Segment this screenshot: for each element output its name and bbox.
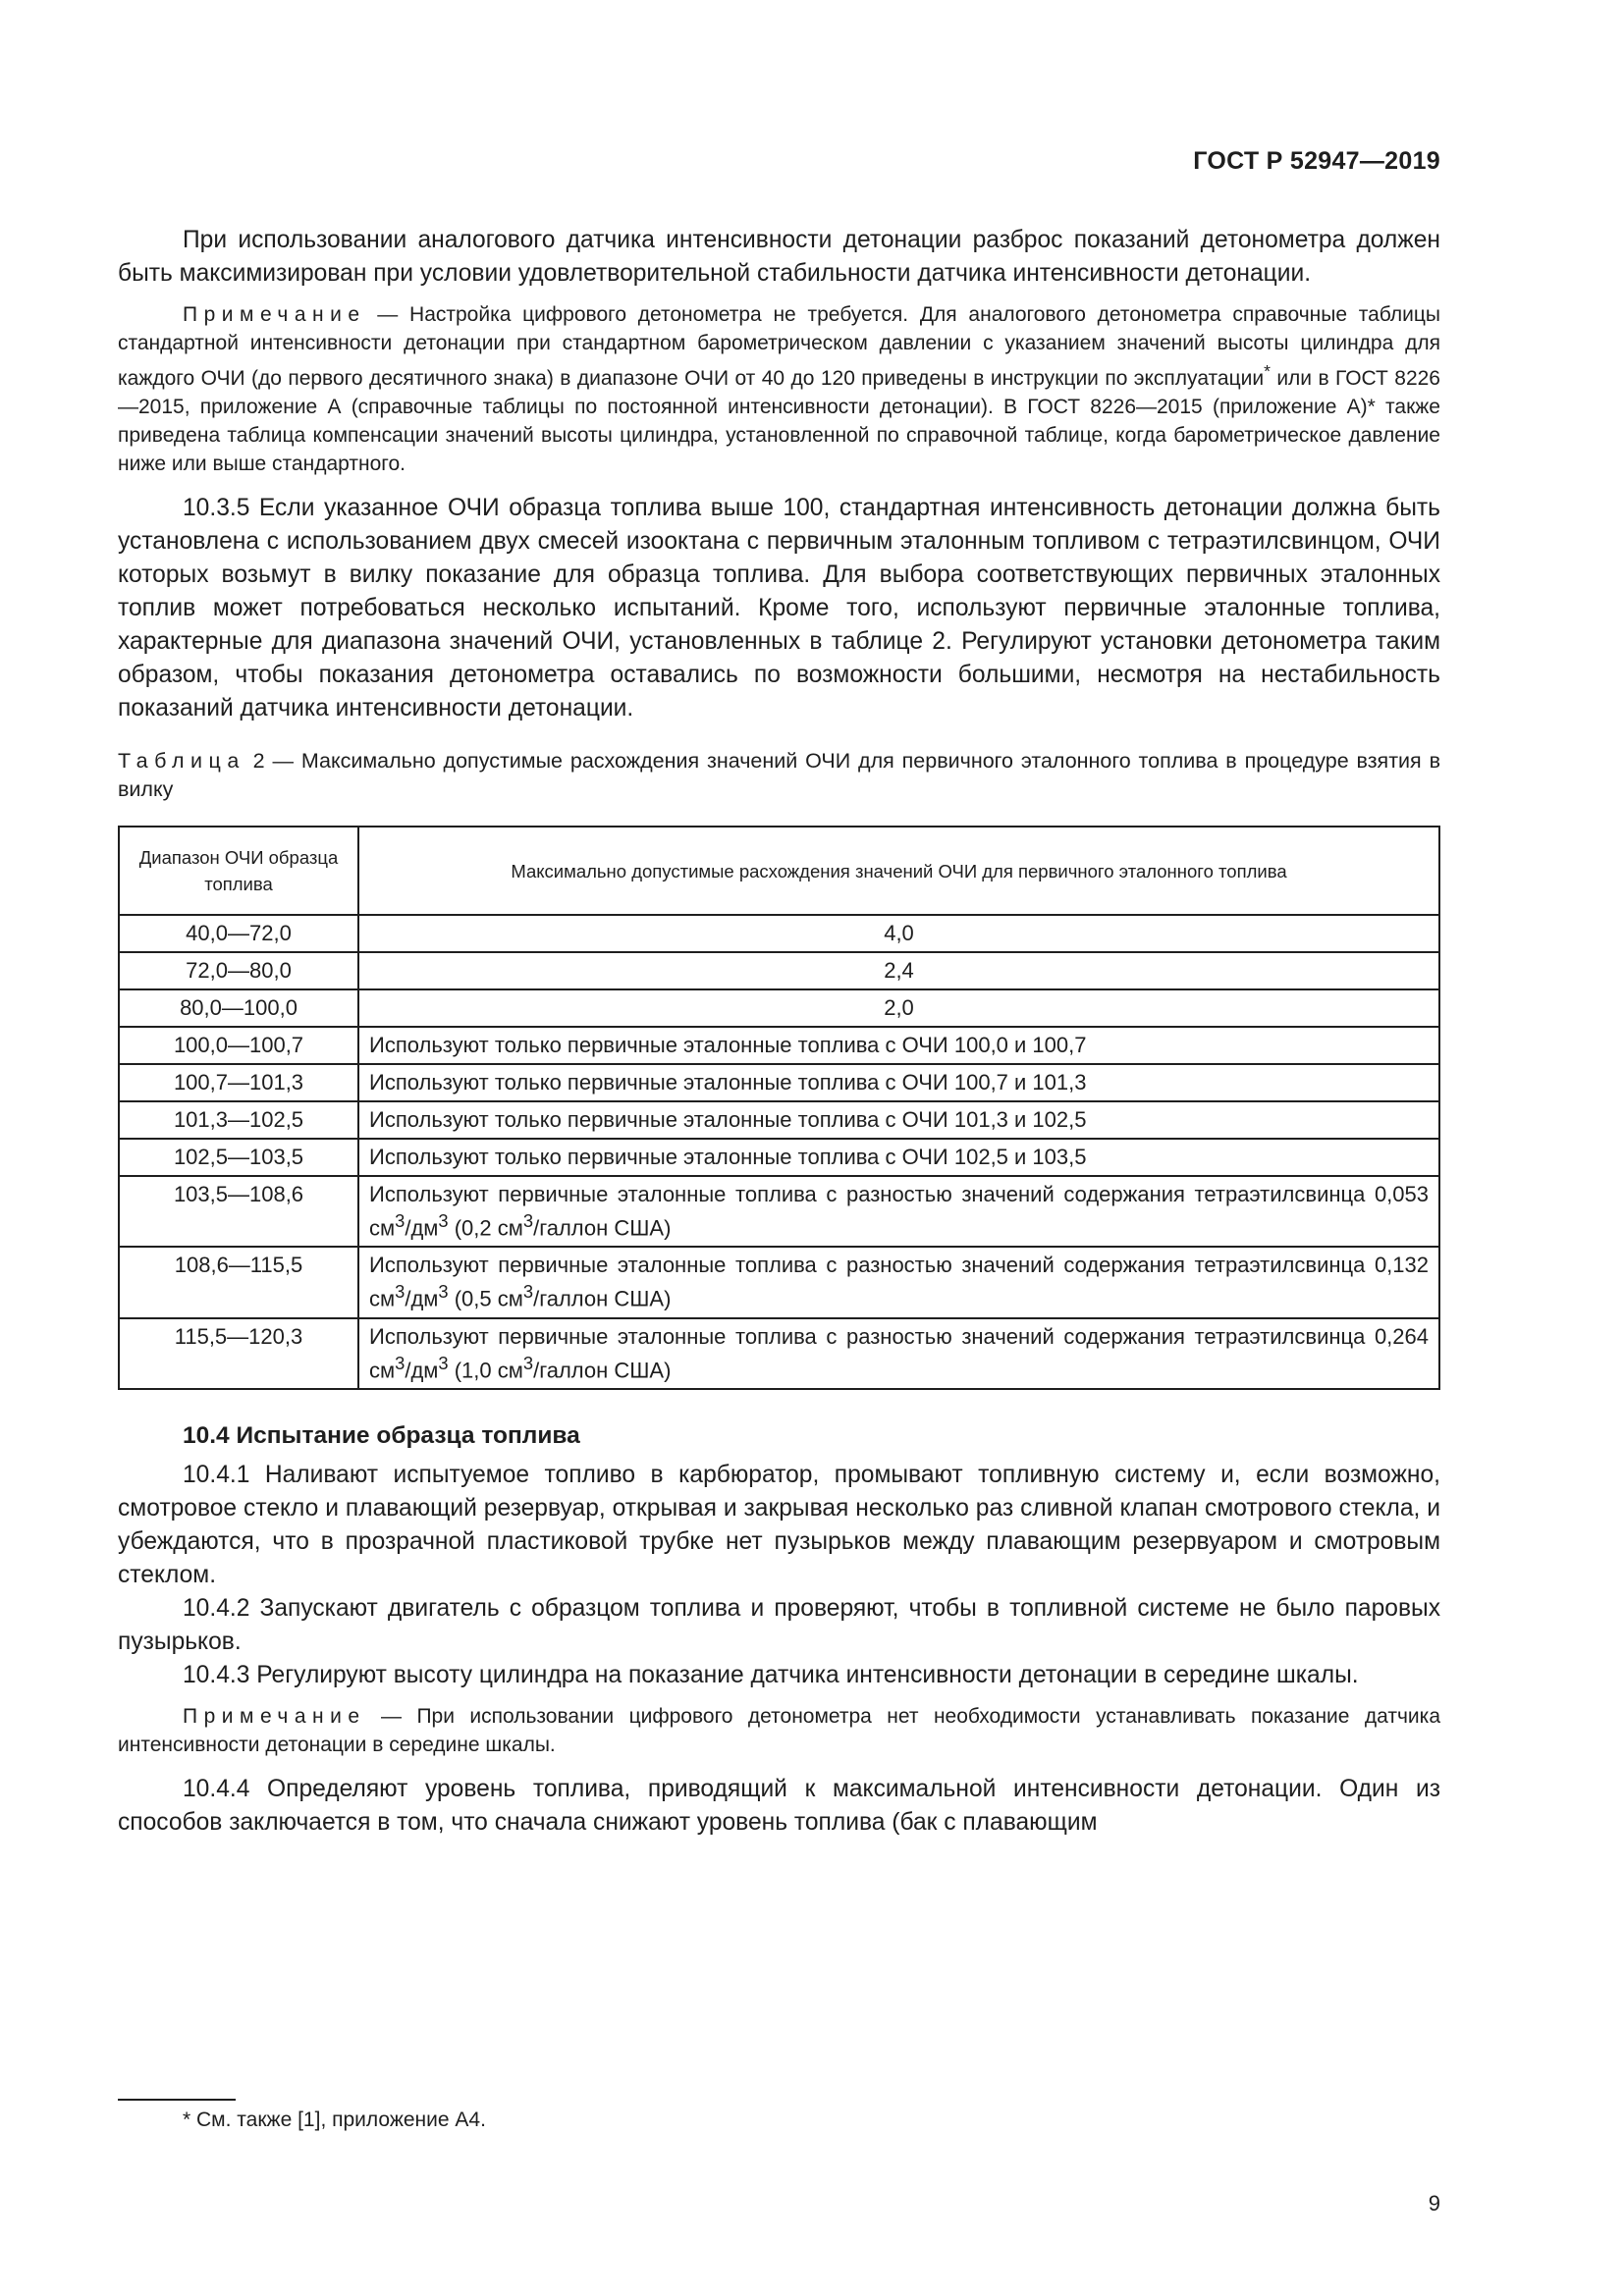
paragraph-10-3-5: 10.3.5 Если указанное ОЧИ образца топлива выше 100, стандартная интенсивность детонации должна быть установлена с использованием двух смесей изооктана с первичным эталонным топливом с тетраэтилсвинцом, ОЧИ которых возьмут в вилку показание для образца топлива. Для выбора соответствующих первичных эталонных топлив может потребоваться несколько испытаний. Кроме того, используют первичные эталонные топлива, характерные для диапазона значений ОЧИ, установленных в таблице 2. Регулируют установки детонометра таким образом, чтобы показания детонометра оставались по возможности большими, несмотря на нестабильность показаний датчика интенсивности детонации.: [118, 495, 1440, 721]
cell-deviation: Используют только первичные эталонные топлива с ОЧИ 100,0 и 100,7: [358, 1027, 1439, 1064]
superscript: 3: [438, 1281, 449, 1303]
cell-deviation: [358, 1176, 1439, 1247]
cell-deviation: [358, 1318, 1439, 1389]
cell-text: /дм: [405, 1357, 439, 1382]
footnote: * См. также [1], приложение А4.: [183, 2109, 486, 2131]
note-text-cont: или в ГОСТ 8226—2015, приложение А (справочные таблицы по постоянной интенсивности детонации). В ГОСТ 8226—2015 (приложение А)* также приведена таблица компенсации значений высоты цилиндра, установленной по справочной таблице, когда барометрическое давление ниже или выше стандартного.: [118, 367, 1440, 475]
note-label: Примечание: [183, 1704, 366, 1728]
paragraph-10-4-3: 10.4.3 Регулируют высоту цилиндра на показание датчика интенсивности детонации в середине шкалы.: [183, 1661, 1359, 1688]
cell-text: Используют первичные эталонные топлива с разностью значений содержания тетраэтилсвинца 0,264 см: [369, 1323, 1429, 1382]
cell-deviation: 4,0: [358, 915, 1439, 952]
cell-text: /галлон США): [533, 1357, 672, 1382]
note-2: [118, 1702, 1440, 1759]
cell-range: 108,6—115,5: [119, 1247, 358, 1317]
cell-deviation: Используют только первичные эталонные топлива с ОЧИ 101,3 и 102,5: [358, 1101, 1439, 1139]
section-heading-10-4: 10.4 Испытание образца топлива: [183, 1421, 580, 1449]
cell-deviation: 2,4: [358, 952, 1439, 989]
table-row: [119, 989, 1439, 1027]
table-row: [119, 1064, 1439, 1101]
superscript: 3: [522, 1281, 534, 1303]
note-1: [118, 300, 1440, 478]
table-row: [119, 1318, 1439, 1389]
table-row: [119, 1139, 1439, 1176]
superscript: 3: [438, 1210, 449, 1231]
table-row: [119, 1027, 1439, 1064]
page-number: 9: [1428, 2191, 1440, 2216]
cell-deviation: [358, 1247, 1439, 1317]
note-label: Примечание: [183, 303, 366, 326]
cell-range: 100,0—100,7: [119, 1027, 358, 1064]
cell-range: 101,3—102,5: [119, 1101, 358, 1139]
footnote-separator: [118, 2099, 236, 2101]
cell-text: /дм: [405, 1286, 439, 1311]
cell-range: 80,0—100,0: [119, 989, 358, 1027]
cell-text: (0,2 см: [448, 1215, 523, 1241]
cell-deviation: Используют только первичные эталонные топлива с ОЧИ 102,5 и 103,5: [358, 1139, 1439, 1176]
cell-range: 102,5—103,5: [119, 1139, 358, 1176]
superscript: 3: [438, 1352, 449, 1373]
superscript: 3: [522, 1210, 534, 1231]
col-header-deviation: Максимально допустимые расхождения значений ОЧИ для первичного эталонного топлива: [358, 827, 1439, 915]
paragraph-10-4-1: 10.4.1 Наливают испытуемое топливо в карбюратор, промывают топливную систему и, если возможно, смотровое стекло и плавающий резервуар, открывая и закрывая несколько раз сливной клапан смотрового стекла, и убеждаются, что в прозрачной пластиковой трубке нет пузырьков между плавающим резервуаром и смотровым стеклом.: [118, 1461, 1440, 1588]
footnote-ref: *: [1264, 361, 1271, 381]
cell-text: (0,5 см: [448, 1286, 523, 1311]
cell-deviation: 2,0: [358, 989, 1439, 1027]
table-row: [119, 1176, 1439, 1247]
paragraph-10-4-2: 10.4.2 Запускают двигатель с образцом топлива и проверяют, чтобы в топливной системе не было паровых пузырьков.: [118, 1594, 1440, 1655]
table-caption-text: 2 — Максимально допустимые расхождения значений ОЧИ для первичного эталонного топлива в процедуре взятия в вилку: [118, 749, 1440, 801]
cell-text: /галлон США): [533, 1286, 672, 1311]
document-body: [118, 224, 1440, 1840]
intro-paragraph: При использовании аналогового датчика интенсивности детонации разброс показаний детонометра должен быть максимизирован при условии удовлетворительной стабильности датчика интенсивности детонации.: [118, 227, 1440, 287]
cell-range: 40,0—72,0: [119, 915, 358, 952]
cell-range: 115,5—120,3: [119, 1318, 358, 1389]
table-label: Таблица: [118, 749, 245, 773]
table-header-row: [119, 827, 1439, 915]
cell-text: /галлон США): [533, 1215, 672, 1241]
cell-text: Используют первичные эталонные топлива с разностью значений содержания тетраэтилсвинца 0,132 см: [369, 1253, 1429, 1311]
note-text: — Настройка цифрового детонометра не требуется. Для аналогового детонометра справочные таблицы стандартной интенсивности детонации при стандартном барометрическом давлении с указанием значений высоты цилиндра для каждого ОЧИ (до первого десятичного знака) в диапазоне ОЧИ от 40 до 120 приведены в инструкции по эксплуатации: [118, 303, 1440, 390]
cell-text: (1,0 см: [448, 1357, 523, 1382]
cell-text: /дм: [405, 1215, 439, 1241]
superscript: 3: [395, 1281, 406, 1303]
superscript: 3: [395, 1352, 406, 1373]
table-row: [119, 1101, 1439, 1139]
table-2: [118, 826, 1440, 1390]
superscript: 3: [395, 1210, 406, 1231]
table-row: [119, 1247, 1439, 1317]
superscript: 3: [522, 1352, 534, 1373]
table-caption: [118, 747, 1440, 804]
table-row: [119, 915, 1439, 952]
note-text: — При использовании цифрового детонометра нет необходимости устанавливать показание датчика интенсивности детонации в середине шкалы.: [118, 1704, 1440, 1756]
table-row: [119, 952, 1439, 989]
standard-designation: ГОСТ Р 52947—2019: [1193, 147, 1440, 175]
cell-range: 100,7—101,3: [119, 1064, 358, 1101]
cell-text: Используют первичные эталонные топлива с разностью значений содержания тетраэтилсвинца 0,053 см: [369, 1182, 1429, 1241]
col-header-range: Диапазон ОЧИ образца топлива: [119, 827, 358, 915]
cell-range: 72,0—80,0: [119, 952, 358, 989]
document-page: [118, 0, 1440, 2296]
paragraph-10-4-4: 10.4.4 Определяют уровень топлива, приводящий к максимальной интенсивности детонации. Один из способов заключается в том, что сначала снижают уровень топлива (бак с плавающим: [118, 1775, 1440, 1836]
cell-deviation: Используют только первичные эталонные топлива с ОЧИ 100,7 и 101,3: [358, 1064, 1439, 1101]
cell-range: 103,5—108,6: [119, 1176, 358, 1247]
